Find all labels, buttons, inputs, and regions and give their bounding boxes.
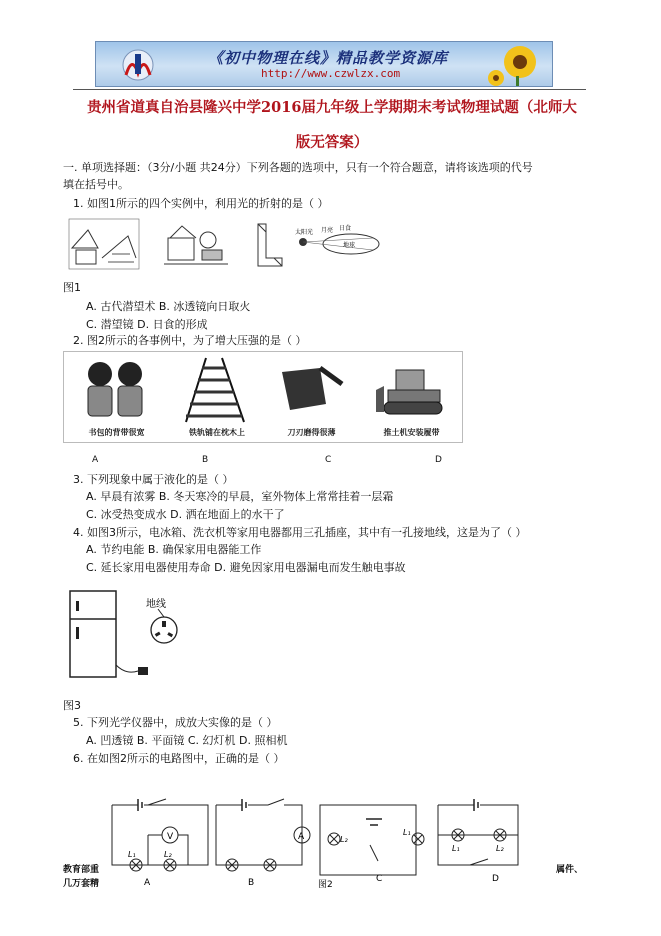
footer-right: 属件、: [556, 865, 584, 875]
q2-caption-d: 推土机安装履带: [383, 428, 440, 437]
q6-c-l1: L₁: [403, 828, 411, 837]
header-banner: [95, 41, 553, 87]
q5-stem: 5. 下列光学仪器中，成放大实像的是（ ）: [73, 716, 278, 729]
q2-letter-c: C: [325, 455, 332, 465]
q1-sun-label: 太阳光: [295, 229, 314, 236]
footer-left-line1: 教育部重: [63, 865, 100, 875]
q2-fig-bulldozer: [374, 362, 454, 420]
q6-letter-c: C: [376, 874, 383, 884]
q2-fig-knife: [276, 364, 346, 418]
q6-d-l1: L₁: [452, 844, 460, 853]
q2-caption-b: 铁轨铺在枕木上: [189, 428, 245, 437]
paper-title-line2: 版无答案）: [295, 134, 369, 151]
q1-options-row2: C. 潜望镜 D. 日食的形成: [86, 318, 208, 331]
q1-eclipse-label: 日食: [339, 225, 352, 232]
sunflower-icon: [486, 42, 553, 87]
q1-earth-label: 地球: [343, 242, 356, 249]
q2-fig-rail: [176, 356, 254, 424]
footer-left-line2: 几万套精: [63, 879, 100, 889]
q6-circuit-figure: [108, 795, 528, 890]
q1-moon-label: 月亮: [321, 227, 334, 234]
q4-ground-label: 地线: [146, 599, 166, 610]
q6-c-l2: L₂: [340, 835, 348, 844]
q6-letter-b: B: [248, 878, 255, 888]
q3-options-row1: A. 早晨有浓雾 B. 冬天寒冷的早晨，室外物体上常常挂着一层霜: [86, 490, 394, 503]
header-rule: [73, 89, 586, 90]
q6-ammeter-symbol: A: [298, 832, 305, 842]
logo-icon: [118, 45, 158, 83]
q6-a-l1: L₁: [128, 850, 136, 859]
q6-a-l2: L₂: [164, 850, 172, 859]
q6-letter-a: A: [144, 878, 151, 888]
section-instructions-cont: 填在括号中。: [63, 178, 129, 191]
banner-title: 《初中物理在线》精品教学资源库: [208, 49, 449, 67]
q1-fig-periscope-ancient: [68, 218, 140, 270]
banner-url: http://www.czwlzx.com: [261, 67, 401, 80]
q1-options-row1: A. 古代潜望术 B. 冰透镜向日取火: [86, 300, 251, 313]
q1-fig-periscope: [254, 222, 286, 268]
q4-figure-label: 图3: [63, 699, 81, 712]
q1-fig-eclipse: [293, 222, 383, 266]
paper-title-line1: 贵州省道真自治县隆兴中学2016届九年级上学期期末考试物理试题（北师大: [87, 99, 577, 116]
q2-letter-a: A: [92, 455, 99, 465]
q2-caption-a: 书包的背带很宽: [88, 428, 145, 437]
q6-stem: 6. 在如图2所示的电路图中，正确的是（ ）: [73, 752, 285, 765]
q3-stem: 3. 下列现象中属于液化的是（ ）: [73, 473, 234, 486]
q6-letter-d: D: [492, 874, 499, 884]
q2-stem: 2. 图2所示的各事例中，为了增大压强的是（ ）: [73, 334, 307, 347]
q4-stem: 4. 如图3所示，电冰箱、洗衣机等家用电器都用三孔插座，其中有一孔接地线，这是为了（ ）: [73, 526, 527, 539]
q5-options: A. 凹透镜 B. 平面镜 C. 幻灯机 D. 照相机: [86, 734, 288, 747]
q4-options-row1: A. 节约电能 B. 确保家用电器能工作: [86, 543, 262, 556]
q2-figure: [63, 351, 463, 443]
q4-options-row2: C. 延长家用电器使用寿命 D. 避免因家用电器漏电而发生触电事故: [86, 561, 406, 574]
q2-letter-d: D: [435, 455, 442, 465]
q4-figure-fridge: [66, 585, 196, 685]
section-instructions: 一. 单项选择题：（3分/小题 共24分）下列各题的选项中，只有一个符合题意，请将该选项的代号: [63, 161, 533, 174]
q2-caption-c: 刀刃磨得很薄: [287, 428, 336, 437]
q1-fig-ice-lens: [162, 220, 232, 268]
q6-figure-label: 图2: [318, 880, 333, 890]
q2-letter-b: B: [202, 455, 209, 465]
q1-stem: 1. 如图1所示的四个实例中，利用光的折射的是（ ）: [73, 197, 329, 210]
q1-figure-label: 图1: [63, 281, 81, 294]
q3-options-row2: C. 冰受热变成水 D. 洒在地面上的水干了: [86, 508, 285, 521]
q2-fig-backpack: [78, 356, 156, 424]
q6-voltmeter-symbol: V: [167, 832, 174, 842]
q6-d-l2: L₂: [496, 844, 504, 853]
